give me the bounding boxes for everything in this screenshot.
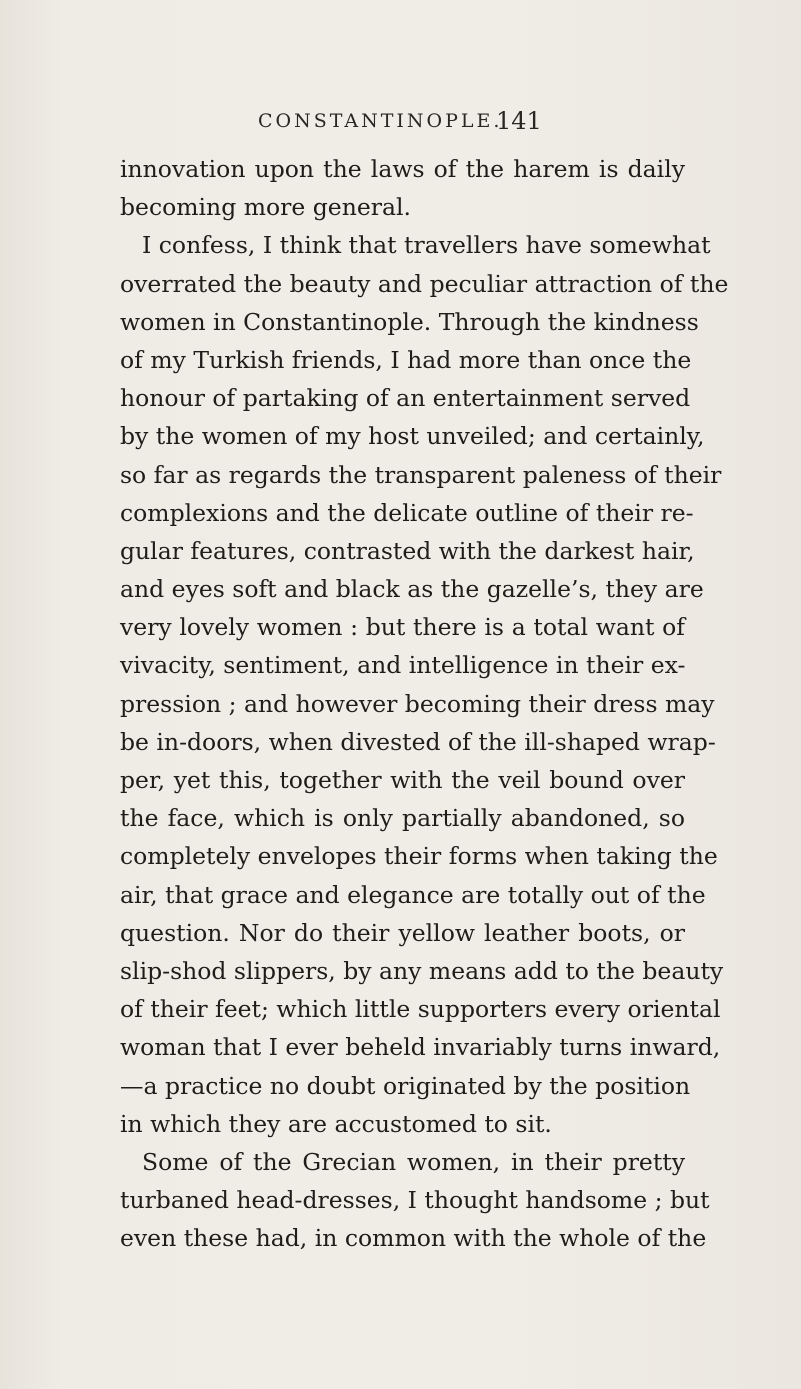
running-title: CONSTANTINOPLE. [258,110,503,132]
text-line: gular features, contrasted with the darkest hair, [120,536,695,565]
text-line: in which they are accustomed to sit. [120,1109,552,1138]
text-line: per, yet this, together with the veil bound over [120,766,685,794]
text-line: air, that grace and elegance are totally out of the [120,880,706,909]
text-line: of my Turkish friends, I had more than once the [120,345,692,374]
text-line: overrated the beauty and peculiar attraction of the [120,269,729,298]
text-line: turbaned head-dresses, I thought handsome ; but [120,1186,710,1215]
text-line: innovation upon the laws of the harem is daily [120,155,685,183]
text-line: slip-shod slippers, by any means add to the beauty [120,956,724,985]
text-line: women in Constantinople. Through the kindness [120,307,699,336]
text-line: even these had, in common with the whole of the [120,1224,707,1253]
text-line: complexions and the delicate outline of their re- [120,498,694,527]
text-line: I confess, I think that travellers have somewhat [142,231,711,260]
text-line: be in-doors, when divested of the ill-shaped wrap- [120,727,716,756]
text-line: Some of the Grecian women, in their pretty [142,1147,685,1176]
text-line: woman that I ever beheld invariably turns inward, [120,1033,721,1062]
body-text [120,150,729,1257]
text-line: and eyes soft and black as the gazelle’s, they are [120,575,704,604]
text-line: very lovely women : but there is a total want of [120,613,685,642]
text-line: so far as regards the transparent paleness of their [120,460,722,489]
text-line: honour of partaking of an entertainment served [120,384,691,413]
text-line: —a practice no doubt originated by the position [120,1071,691,1100]
page-header [0,104,801,138]
text-line: pression ; and however becoming their dress may [120,689,715,718]
page-number: 141 [496,107,542,135]
text-line: becoming more general. [120,193,411,222]
text-line: by the women of my host unveiled; and certainly, [120,422,705,451]
text-line: the face, which is only partially abandoned, so [120,804,685,833]
text-line: vivacity, sentiment, and intelligence in their ex- [120,651,686,680]
text-line: of their feet; which little supporters every oriental [120,995,721,1024]
text-line: completely envelopes their forms when taking the [120,842,718,871]
text-line: question. Nor do their yellow leather boots, or [120,918,685,947]
